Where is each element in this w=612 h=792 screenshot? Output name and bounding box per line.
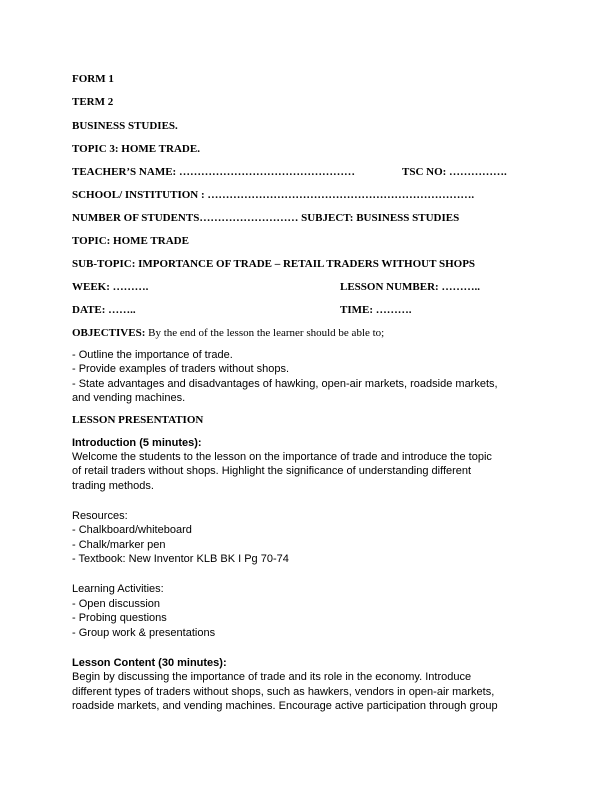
intro-heading: Introduction (5 minutes): bbox=[72, 437, 202, 449]
term: TERM 2 bbox=[72, 96, 114, 108]
intro-line: Welcome the students to the lesson on the importance of trade and introduce the topic bbox=[72, 451, 492, 463]
lesson-number: LESSON NUMBER: ……….. bbox=[340, 281, 480, 293]
objectives-text: By the end of the lesson the learner should be able to; bbox=[145, 327, 385, 339]
teacher-name: TEACHER’S NAME: ………………………………………… bbox=[72, 166, 355, 178]
content-heading: Lesson Content (30 minutes): bbox=[72, 657, 227, 669]
topic-title: TOPIC 3: HOME TRADE. bbox=[72, 143, 200, 155]
form: FORM 1 bbox=[72, 73, 114, 85]
resources-label: Resources: bbox=[72, 510, 128, 522]
content-line: roadside markets, and vending machines. Encourage active participation through group bbox=[72, 700, 498, 712]
week: WEEK: ………. bbox=[72, 281, 149, 293]
lesson-presentation-heading: LESSON PRESENTATION bbox=[72, 414, 204, 426]
time: TIME: ………. bbox=[340, 304, 412, 316]
resource-item: - Chalk/marker pen bbox=[72, 539, 166, 551]
activity-item: - Group work & presentations bbox=[72, 627, 216, 639]
intro-line: of retail traders without shops. Highlight the significance of understanding different bbox=[72, 465, 472, 477]
content-line: different types of traders without shops, such as hawkers, vendors in open-air markets, bbox=[72, 686, 495, 698]
objectives bbox=[72, 326, 384, 340]
subject-title: BUSINESS STUDIES. bbox=[72, 120, 178, 132]
objective-item: - State advantages and disadvantages of hawking, open-air markets, roadside markets, bbox=[72, 378, 498, 390]
activity-item: - Open discussion bbox=[72, 598, 161, 610]
objective-item: - Outline the importance of trade. bbox=[72, 349, 233, 361]
objective-item: - Provide examples of traders without shops. bbox=[72, 363, 290, 375]
objectives-label: OBJECTIVES: bbox=[72, 327, 146, 339]
tsc-no: TSC NO: ……………. bbox=[402, 166, 507, 178]
date: DATE: …….. bbox=[72, 304, 136, 316]
content-line: Begin by discussing the importance of trade and its role in the economy. Introduce bbox=[72, 671, 472, 683]
objective-item: and vending machines. bbox=[72, 392, 186, 404]
activity-item: - Probing questions bbox=[72, 612, 167, 624]
resource-item: - Chalkboard/whiteboard bbox=[72, 524, 192, 536]
activities-label: Learning Activities: bbox=[72, 583, 164, 595]
resource-item: - Textbook: New Inventor KLB BK I Pg 70-74 bbox=[72, 553, 289, 565]
topic: TOPIC: HOME TRADE bbox=[72, 235, 189, 247]
students-subject: NUMBER OF STUDENTS……………………… SUBJECT: BUSINESS STUDIES bbox=[72, 212, 460, 224]
intro-line: trading methods. bbox=[72, 480, 154, 492]
school: SCHOOL/ INSTITUTION : ………………………………………………………………. bbox=[72, 189, 475, 201]
sub-topic: SUB-TOPIC: IMPORTANCE OF TRADE – RETAIL TRADERS WITHOUT SHOPS bbox=[72, 258, 476, 270]
